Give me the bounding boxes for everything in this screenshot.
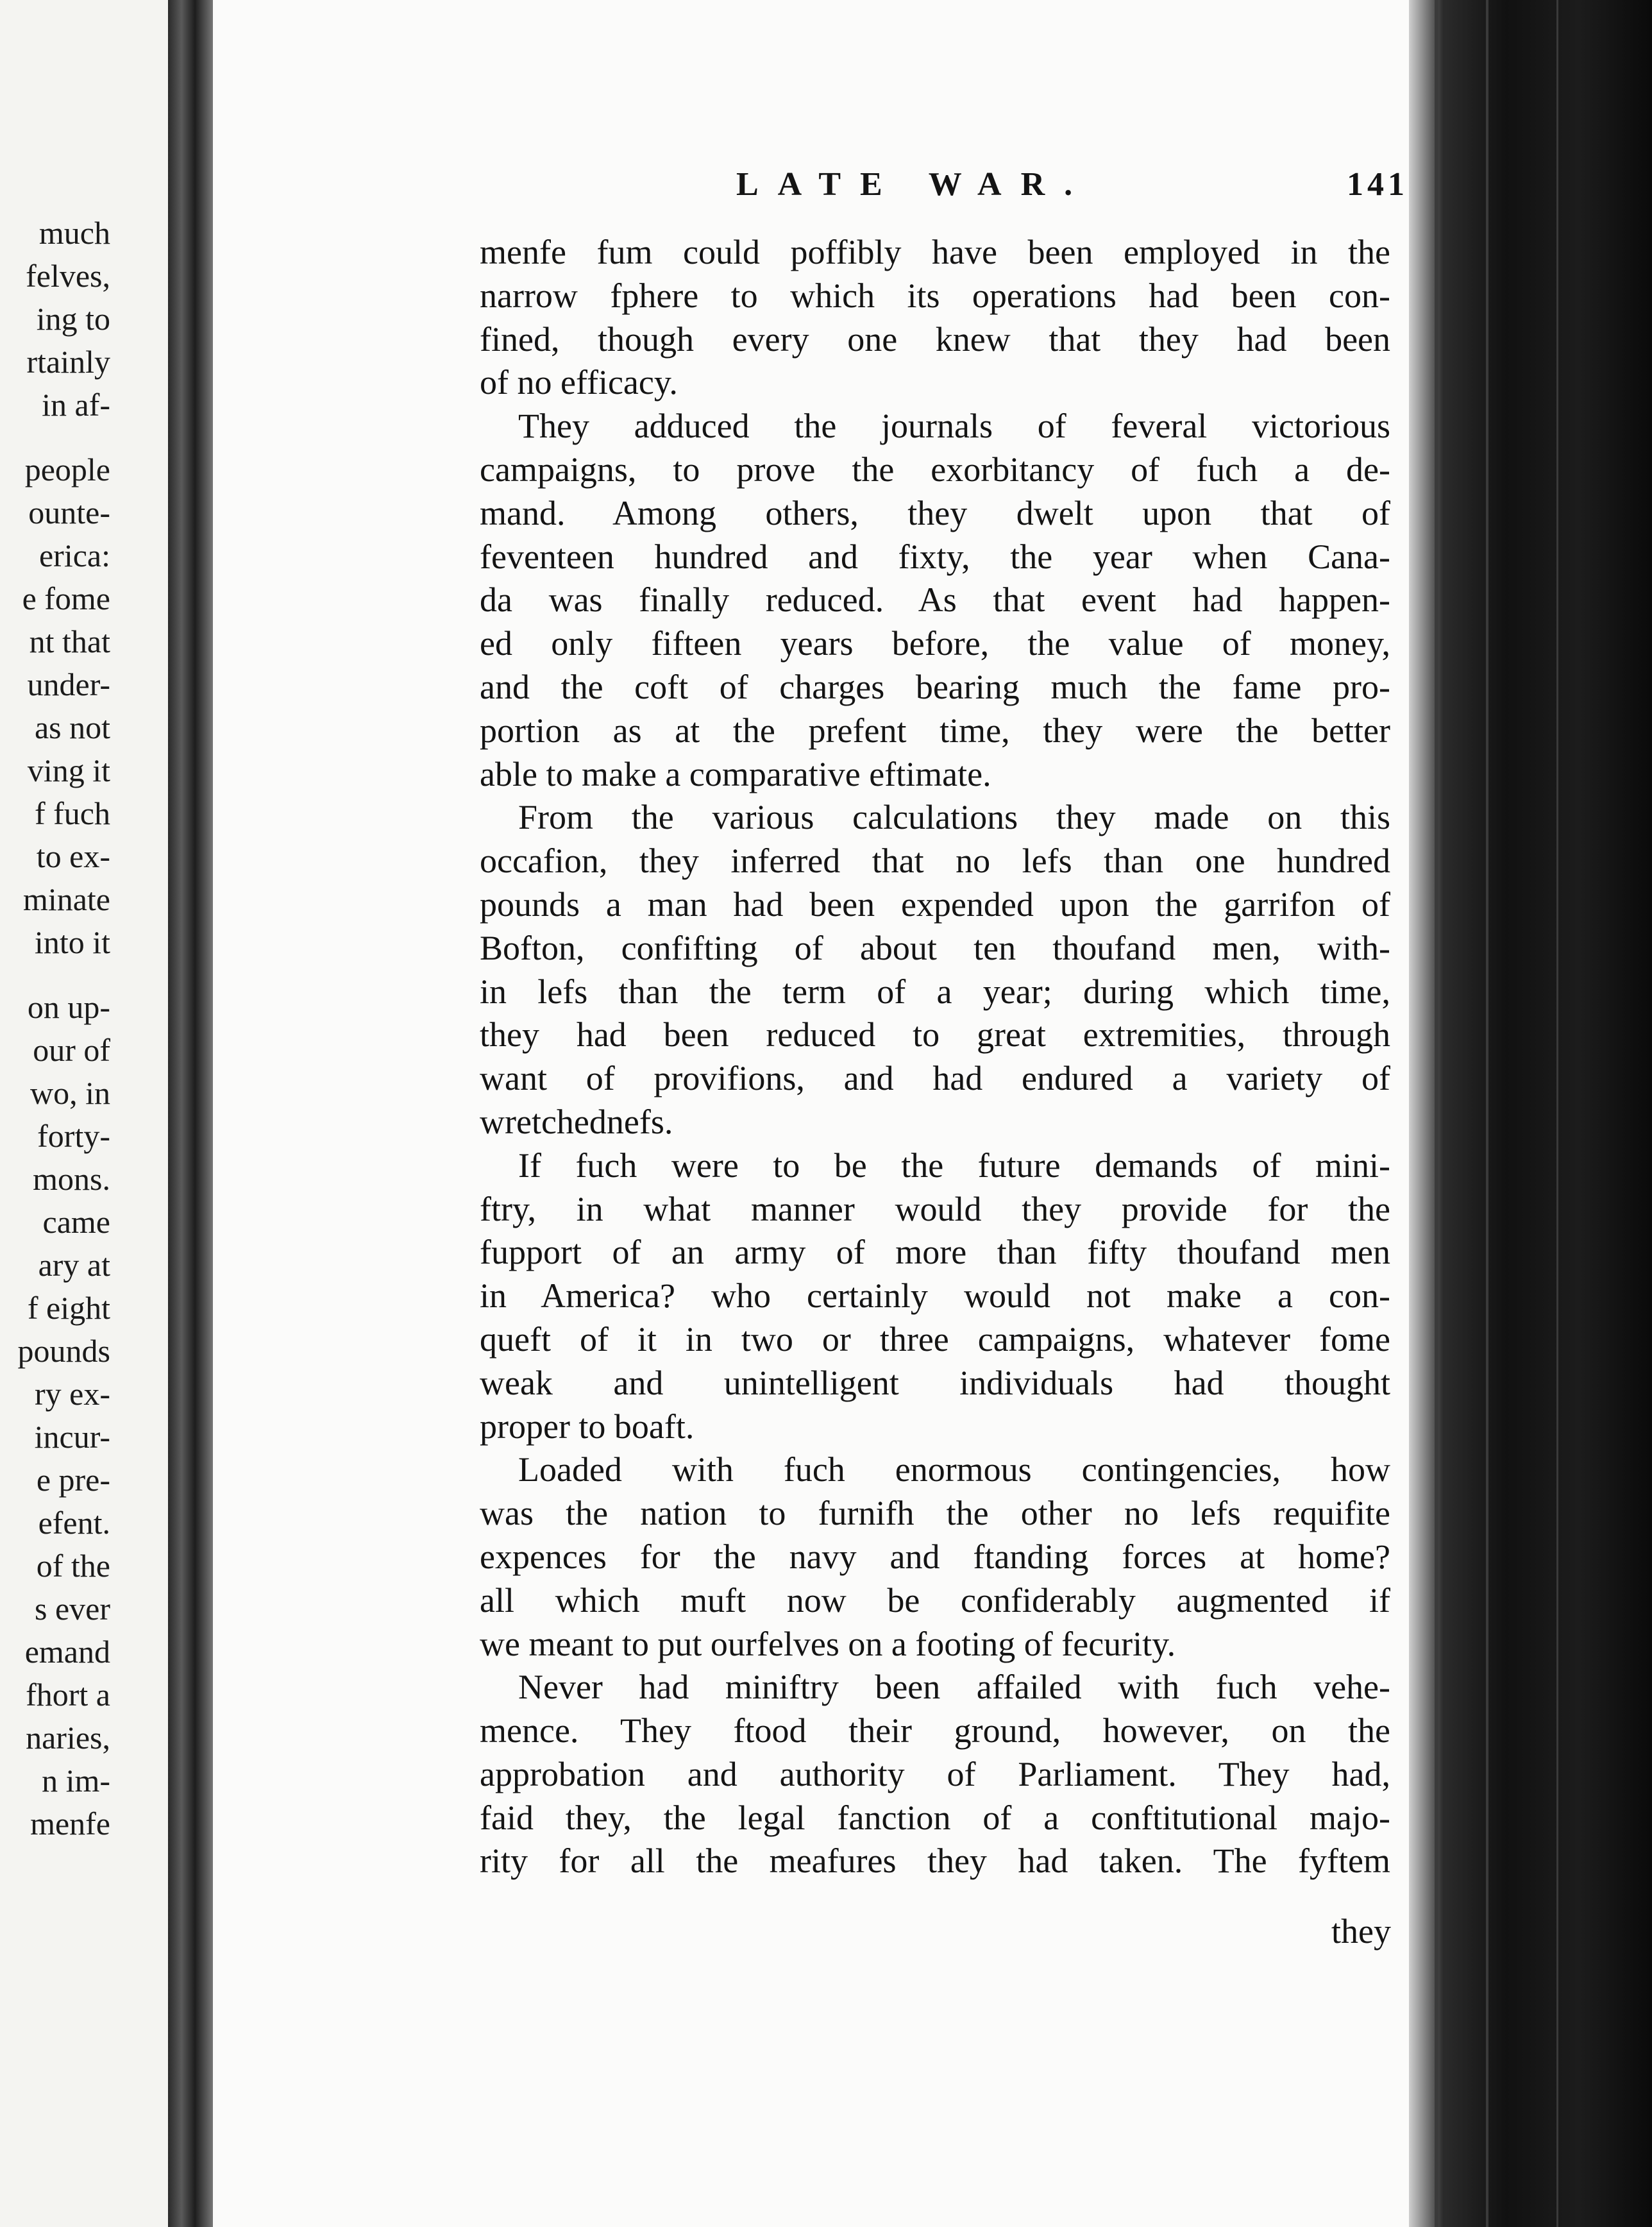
left-page-line: s ever xyxy=(35,1591,110,1627)
text-line: mand. Among others, they dwelt upon that of xyxy=(480,493,1390,532)
paragraph xyxy=(480,1144,1390,1449)
left-page-line: much xyxy=(38,215,110,251)
left-page-line: n im- xyxy=(42,1763,110,1799)
main-page xyxy=(213,0,1409,2227)
left-page-line: f eight xyxy=(27,1290,110,1326)
text-line: was the nation to furnifh the other no lefs requifite xyxy=(480,1494,1390,1533)
left-page-line: in af- xyxy=(42,387,110,423)
paragraph xyxy=(480,405,1390,796)
running-head xyxy=(518,165,1408,217)
left-page-line: forty- xyxy=(37,1118,110,1154)
text-line: ed only fifteen years before, the value of money, xyxy=(480,624,1390,663)
left-page-line: ing to xyxy=(36,301,110,337)
left-page-line: as not xyxy=(34,709,110,745)
text-line: ftry, in what manner would they provide for the xyxy=(480,1189,1390,1228)
left-page-line: under- xyxy=(27,666,110,702)
text-line: and the coft of charges bearing much the fame pro- xyxy=(480,667,1390,706)
text-line: we meant to put ourfelves on a footing of fecurity. xyxy=(480,1624,1176,1663)
text-line: of no efficacy. xyxy=(480,363,678,402)
text-line: da was finally reduced. As that event had happen- xyxy=(480,580,1390,620)
left-page-line: naries, xyxy=(26,1720,110,1756)
left-page-line: e pre- xyxy=(36,1462,110,1498)
left-page-line: fhort a xyxy=(26,1677,110,1713)
left-page-line: of the xyxy=(36,1548,110,1584)
text-line: want of provifions, and had endured a variety of xyxy=(480,1059,1390,1098)
left-page-line: ounte- xyxy=(28,495,110,530)
left-page-line: emand xyxy=(24,1634,110,1670)
book-fore-edge xyxy=(1409,0,1652,2227)
text-line: all which muft now be confiderably augmented if xyxy=(480,1580,1390,1620)
text-line: proper to boaft. xyxy=(480,1407,695,1446)
left-page-line: came xyxy=(42,1204,110,1240)
left-page-line: felves, xyxy=(26,258,110,294)
text-line: feventeen hundred and fixty, the year when Cana- xyxy=(480,537,1390,576)
facing-left-page xyxy=(0,0,168,2227)
text-line: in lefs than the term of a year; during which time, xyxy=(480,972,1390,1011)
book-gutter xyxy=(168,0,213,2227)
left-page-line: ry ex- xyxy=(35,1376,110,1412)
paragraph xyxy=(480,1448,1390,1666)
text-line: fupport of an army of more than fifty thoufand men xyxy=(480,1233,1390,1272)
text-line: weak and unintelligent individuals had thought xyxy=(480,1363,1390,1402)
text-line: menfe fum could poffibly have been employed in the xyxy=(480,233,1390,271)
left-page-line: pounds xyxy=(17,1333,110,1369)
text-line: narrow fphere to which its operations had been con- xyxy=(480,276,1390,315)
left-page-line: ary at xyxy=(38,1247,110,1283)
text-line: wretchednefs. xyxy=(480,1102,673,1141)
left-page-line: ving it xyxy=(27,752,110,788)
left-page-line: rtainly xyxy=(26,344,110,380)
left-page-line: efent. xyxy=(38,1505,110,1541)
text-line: faid they, the legal fanction of a conftitutional majo- xyxy=(480,1798,1390,1837)
text-line: fined, though every one knew that they had been xyxy=(480,319,1390,359)
left-page-line: menfe xyxy=(30,1806,110,1842)
text-line: campaigns, to prove the exorbitancy of fuch a de- xyxy=(480,450,1390,489)
left-page-text-fragments xyxy=(0,212,110,1845)
left-page-line: into it xyxy=(34,924,110,960)
text-line: queft of it in two or three campaigns, whatever fome xyxy=(480,1319,1390,1359)
text-line: they had been reduced to great extremities, through xyxy=(480,1015,1390,1054)
text-line: mence. They ftood their ground, however, on the xyxy=(480,1711,1390,1750)
left-page-line: wo, in xyxy=(30,1075,110,1111)
text-line: rity for all the meafures they had taken. The fyftem xyxy=(480,1842,1390,1881)
paragraph xyxy=(480,231,1390,405)
text-line: Loaded with fuch enormous contingencies, how xyxy=(518,1450,1390,1489)
left-page-line: f fuch xyxy=(35,795,110,831)
text-line: From the various calculations they made on this xyxy=(518,798,1390,837)
text-line: in America? who certainly would not make a con- xyxy=(480,1276,1390,1316)
text-line: They adduced the journals of feveral victorious xyxy=(518,407,1390,446)
left-page-line xyxy=(0,427,110,448)
left-page-line: people xyxy=(24,452,110,487)
left-page-line xyxy=(0,964,110,986)
left-page-line: nt that xyxy=(29,623,110,659)
page-number: 141 xyxy=(1347,166,1408,203)
left-page-line: our of xyxy=(33,1032,110,1068)
text-line: pounds a man had been expended upon the garrifon of xyxy=(480,885,1390,924)
text-line: expences for the navy and ftanding forces at home? xyxy=(480,1537,1390,1576)
text-line: occafion, they inferred that no lefs than one hundred xyxy=(480,842,1390,881)
paragraph xyxy=(480,1666,1390,1883)
text-line: If fuch were to be the future demands of mini- xyxy=(518,1146,1390,1185)
left-page-line: to ex- xyxy=(36,838,110,874)
text-line: Never had miniftry been affailed with fuch vehe- xyxy=(518,1668,1390,1707)
left-page-line: mons. xyxy=(33,1161,110,1197)
left-page-line: incur- xyxy=(34,1419,110,1455)
text-line: able to make a comparative eftimate. xyxy=(480,754,991,793)
catchword: they xyxy=(1331,1912,1391,1951)
text-line: portion as at the prefent time, they were the better xyxy=(480,711,1390,750)
text-line: approbation and authority of Parliament. They had, xyxy=(480,1754,1390,1793)
running-head-title: LATE WAR. xyxy=(736,166,1092,203)
text-line: Bofton, confifting of about ten thoufand men, with- xyxy=(480,928,1390,967)
left-page-line: e fome xyxy=(22,580,110,616)
body-text xyxy=(480,231,1390,1883)
paragraph xyxy=(480,796,1390,1144)
left-page-line: erica: xyxy=(38,538,110,573)
left-page-line: minate xyxy=(22,881,110,917)
left-page-line: on up- xyxy=(27,989,110,1025)
